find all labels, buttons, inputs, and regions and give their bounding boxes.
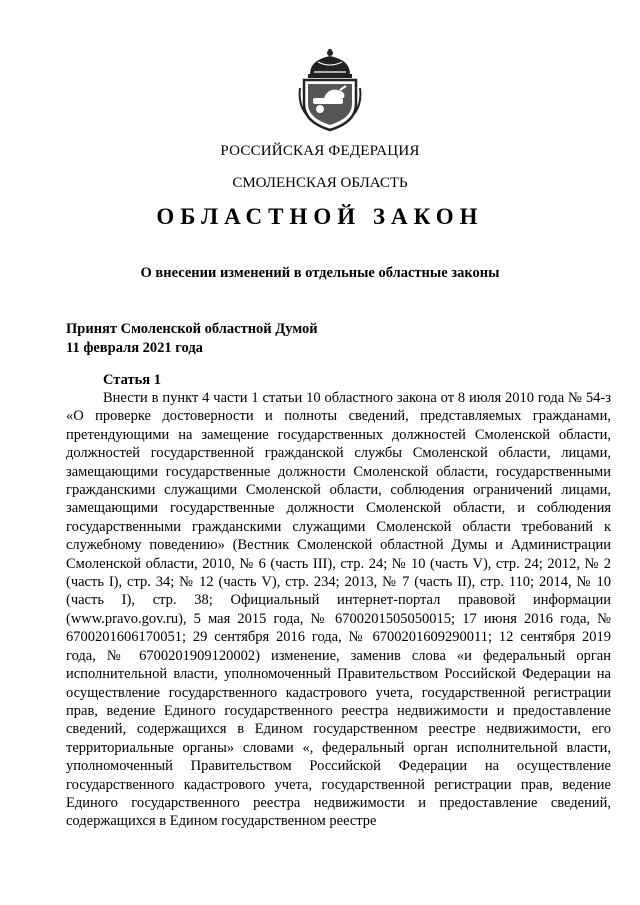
law-title: О внесении изменений в отдельные областные законы <box>140 265 500 281</box>
adoption-date: 11 февраля 2021 года <box>66 340 203 356</box>
document-type-title: ОБЛАСТНОЙ ЗАКОН <box>156 204 484 229</box>
article-body-text: Внести в пункт 4 части 1 статьи 10 областного закона от 8 июля 2010 года № 54-з «О проверке достоверности и полноты сведений, представляемых гражданами, претендующими на замещение государственных должностей Смоленской области, должностей государственной гражданской службы Смоленской области, лицами, замещающими государственные должности Смоленской области, государственными гражданскими служащими Смоленской области, соблюдения ограничений лицами, замещающими государственные должности Смоленской области, и соблюдения государственными гражданскими служащими Смоленской области требований к служебному поведению» (Вестник Смоленской областной Думы и Администрации Смоленской области, 2010, № 6 (часть III), стр. 24; № 10 (часть V), стр. 24; 2012, № 2 (часть I), стр. 34; № 12 (часть V), стр. 234; 2013, № 7 (часть II), стр. 110; 2014, № 10 (часть I), стр. 38; Официальный интернет-портал правовой информации (www.pravo.gov.ru), 5 мая 2015 года, № 6700201505050015; 17 июня 2016 года, № 6700201606170051; 29 сентября 2016 года, № 6700201609290011; 12 сентября 2019 года, № 6700201909120002) изменение, заменив слова «и федеральный орган исполнительной власти, уполномоченный Правительством Российской Федерации на осуществление государственного кадастрового учета, государственной регистрации прав, ведение Единого государственного реестра недвижимости и предоставление сведений, содержащихся в Едином государственном реестре недвижимости, его территориальные органы» словами «, федеральный орган исполнительной власти, уполномоченный Правительством Российской Федерации на осуществление государственного кадастрового учета, государственной регистрации прав, ведение Единого государственного реестра недвижимости и предоставление сведений, содержащихся в Едином государственном реестре <box>66 390 611 830</box>
adoption-block <box>66 320 318 358</box>
region-name: СМОЛЕНСКАЯ ОБЛАСТЬ <box>232 175 408 191</box>
coat-of-arms-icon <box>296 48 364 132</box>
country-name: РОССИЙСКАЯ ФЕДЕРАЦИЯ <box>220 143 420 159</box>
article-heading: Статья 1 <box>103 372 161 388</box>
adoption-body: Принят Смоленской областной Думой <box>66 321 318 337</box>
